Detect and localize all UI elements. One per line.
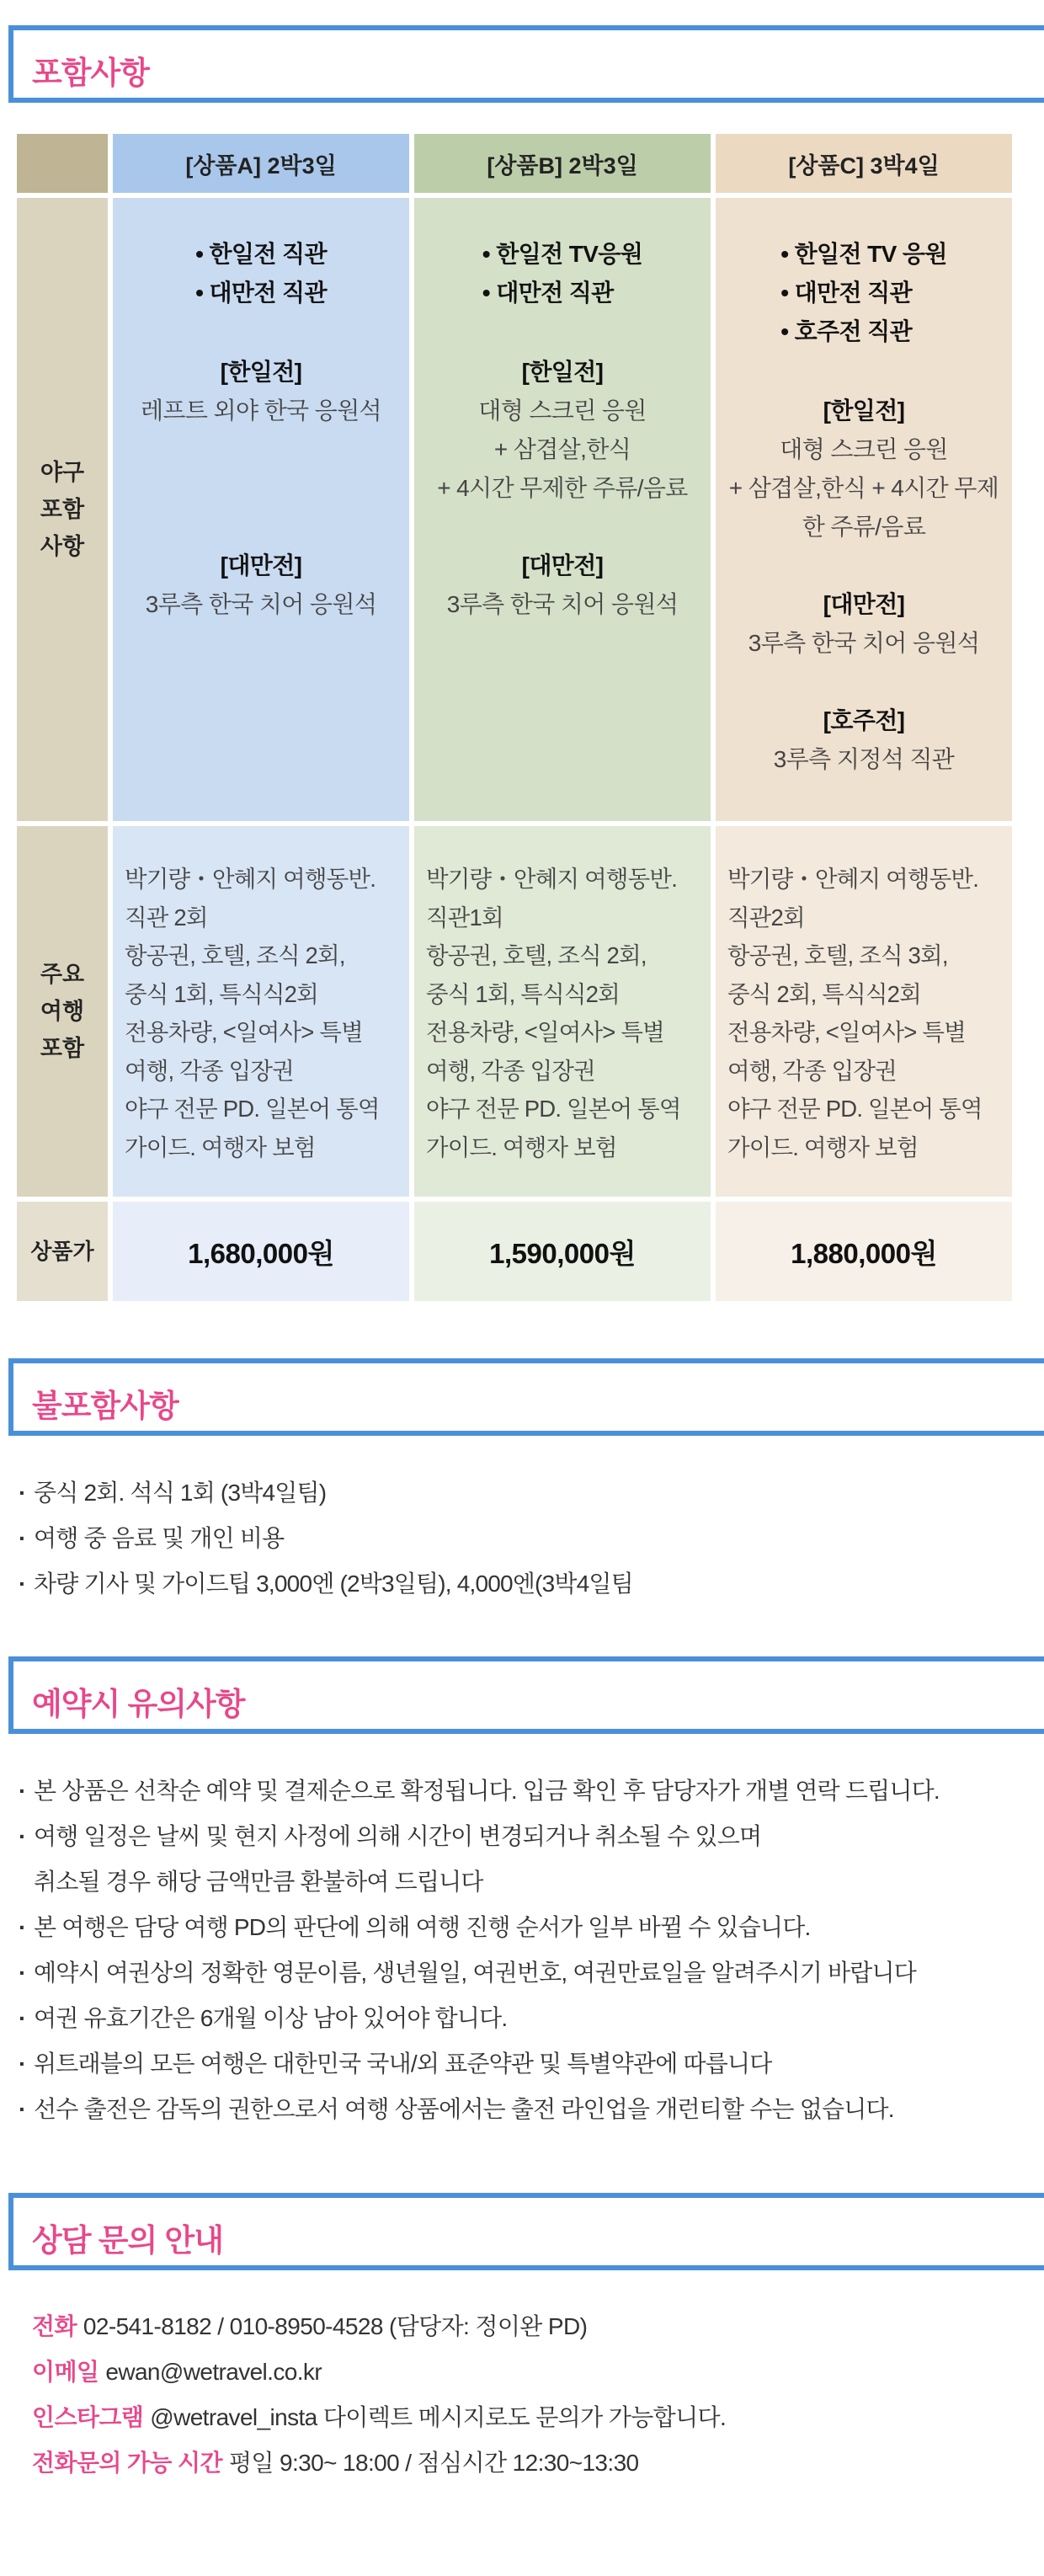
list-item: · 여행 일정은 날씨 및 현지 사정에 의해 시간이 변경되거나 취소될 수 있으며: [17, 1814, 1027, 1859]
list-item: · 중식 2회. 석식 1회 (3박4일팀): [17, 1470, 1027, 1516]
game-detail: + 4시간 무제한 주류/음료: [437, 475, 688, 501]
product-c-trip: 박기량・안혜지 여행동반. 직관2회 항공권, 호텔, 조식 3회, 중식 2회, 특식식2회 전용차량, <일여사> 특별 여행, 각종 입장권 야구 전문 PD. 일본어 통역 가이드. 여행자 보험: [716, 826, 1012, 1197]
list-item: • 호주전 직관: [780, 312, 947, 351]
game-detail: 3루측 한국 치어 응원석: [748, 630, 980, 656]
baseball-row-label: 야구 포함 사항: [17, 198, 108, 821]
game-detail: 3루측 한국 치어 응원석: [446, 591, 679, 617]
included-section-header: [8, 25, 1044, 103]
contact-label: 전화: [32, 2313, 77, 2339]
notice-title: 예약시 유의사항: [32, 1687, 245, 1721]
product-b-price: 1,590,000원: [489, 1237, 636, 1269]
list-item: • 대만전 직관: [195, 274, 327, 312]
game-detail: + 삼겹살,한식 + 4시간 무제: [728, 475, 999, 501]
game-title: [한일전]: [823, 397, 905, 424]
product-a-baseball: [113, 198, 409, 821]
contact-label: 이메일: [32, 2359, 99, 2385]
product-comparison-table: [17, 134, 1017, 1306]
list-item: · 위트래블의 모든 여행은 대한민국 국내/외 표준약관 및 특별약관에 따릅니다: [17, 2041, 1027, 2087]
product-b-price-cell: [414, 1202, 711, 1301]
product-c-price-cell: [716, 1202, 1012, 1301]
notice-list: [17, 1768, 1027, 2132]
list-item: • 한일전 직관: [195, 235, 327, 274]
price-row-label: 상품가: [17, 1202, 108, 1301]
product-b-trip: 박기량・안혜지 여행동반. 직관1회 항공권, 호텔, 조식 2회, 중식 1회, 특식식2회 전용차량, <일여사> 특별 여행, 각종 입장권 야구 전문 PD. 일본어 통역 가이드. 여행자 보험: [414, 826, 711, 1197]
list-item: • 대만전 직관: [780, 274, 947, 312]
list-item: · 예약시 여권상의 정확한 영문이름, 생년월일, 여권번호, 여권만료일을 알려주시기 바랍니다: [17, 1950, 1027, 1996]
contact-label: 전화문의 가능 시간: [32, 2450, 222, 2476]
product-a-game-list: [195, 235, 327, 312]
game-title: [한일전]: [220, 359, 302, 385]
game-detail: 한 주류/음료: [802, 514, 926, 540]
excluded-section-header: [8, 1358, 1044, 1436]
product-c-game-list: [780, 235, 947, 351]
game-detail: 3루측 지정석 직관: [773, 746, 955, 772]
trip-row-label: 주요 여행 포함: [17, 826, 108, 1197]
table-corner-cell: [17, 134, 108, 193]
list-item: • 한일전 TV 응원: [780, 235, 947, 274]
list-item: · 여권 유효기간은 6개월 이상 남아 있어야 합니다.: [17, 1996, 1027, 2041]
contact-email-value[interactable]: ewan@wetravel.co.kr: [105, 2359, 322, 2385]
game-detail: 3루측 한국 치어 응원석: [145, 591, 377, 617]
game-title: [호주전]: [823, 707, 905, 733]
trip-row: [17, 826, 1017, 1197]
contact-label: 인스타그램: [32, 2404, 144, 2430]
excluded-title: 불포함사항: [32, 1389, 178, 1423]
contact-section-header: [8, 2193, 1044, 2270]
contact-instagram-row: [32, 2395, 726, 2440]
list-item: · 차량 기사 및 가이드팁 3,000엔 (2박3일팀), 4,000엔(3박4일팀: [17, 1561, 1027, 1607]
list-item: • 한일전 TV응원: [482, 235, 642, 274]
list-item: · 여행 중 음료 및 개인 비용: [17, 1516, 1027, 1561]
product-a-trip: 박기량・안혜지 여행동반. 직관 2회 항공권, 호텔, 조식 2회, 중식 1회, 특식식2회 전용차량, <일여사> 특별 여행, 각종 입장권 야구 전문 PD. 일본어 통역 가이드. 여행자 보험: [113, 826, 409, 1197]
list-item: · 본 여행은 담당 여행 PD의 판단에 의해 여행 진행 순서가 일부 바뀔 수 있습니다.: [17, 1905, 1027, 1950]
contact-phone-value[interactable]: 02-541-8182 / 010-8950-4528 (담당자: 정이완 PD): [83, 2313, 588, 2339]
game-title: [대만전]: [521, 552, 604, 579]
contact-phone-row: [32, 2304, 726, 2349]
list-item: • 대만전 직관: [482, 274, 642, 312]
baseball-row: [17, 198, 1017, 821]
product-c-header: [상품C] 3박4일: [716, 134, 1012, 193]
contact-info: [32, 2304, 726, 2486]
list-item-continuation: 취소될 경우 해당 금액만큼 환불하여 드립니다: [34, 1869, 483, 1895]
game-detail: + 삼겹살,한식: [493, 436, 631, 462]
product-a-price: 1,680,000원: [188, 1237, 334, 1269]
table-header-row: [17, 134, 1017, 193]
contact-title: 상담 문의 안내: [32, 2223, 224, 2258]
product-c-baseball: [716, 198, 1012, 821]
excluded-list: [17, 1470, 1027, 1607]
contact-hours-value: 평일 9:30~ 18:00 / 점심시간 12:30~13:30: [228, 2450, 639, 2476]
list-item: · 본 상품은 선착순 예약 및 결제순으로 확정됩니다. 입금 확인 후 담당자가 개별 연락 드립니다.: [17, 1768, 1027, 1814]
product-a-header: [상품A] 2박3일: [113, 134, 409, 193]
product-c-price: 1,880,000원: [791, 1237, 937, 1269]
product-b-baseball: [414, 198, 711, 821]
game-title: [대만전]: [220, 552, 302, 579]
game-title: [한일전]: [521, 359, 604, 385]
product-b-game-list: [482, 235, 642, 312]
product-a-price-cell: [113, 1202, 409, 1301]
contact-instagram-value[interactable]: @wetravel_insta 다이렉트 메시지로도 문의가 가능합니다.: [150, 2404, 727, 2430]
game-detail: 대형 스크린 응원: [478, 397, 647, 424]
contact-hours-row: [32, 2440, 726, 2486]
price-row: [17, 1202, 1017, 1301]
game-detail: 레프트 외야 한국 응원석: [140, 397, 382, 424]
notice-section-header: [8, 1656, 1044, 1734]
game-title: [대만전]: [823, 591, 905, 617]
game-detail: 대형 스크린 응원: [780, 436, 948, 462]
product-b-header: [상품B] 2박3일: [414, 134, 711, 193]
contact-email-row: [32, 2349, 726, 2395]
included-title: 포함사항: [32, 56, 149, 90]
list-item: · 선수 출전은 감독의 권한으로서 여행 상품에서는 출전 라인업을 개런티할 수는 없습니다.: [17, 2087, 1027, 2132]
